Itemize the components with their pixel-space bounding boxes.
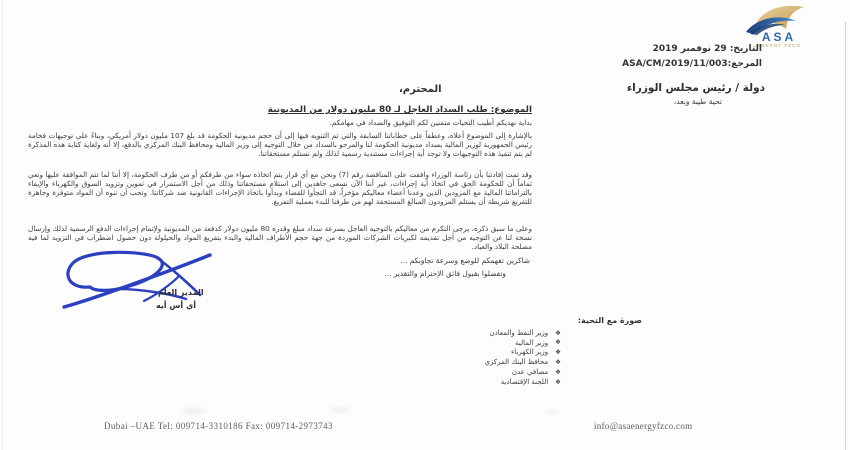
greeting-line: تحية طيبة وبعد، — [673, 97, 722, 106]
recipient-honorific: المحترم، — [399, 84, 442, 95]
asa-energy-logo — [738, 3, 820, 49]
cc-item-label: وزير النفط والمعادن — [489, 328, 549, 337]
cc-item-finance-minister — [484, 338, 561, 348]
diamond-bullet-icon: ❖ — [555, 377, 561, 386]
diamond-bullet-icon: ❖ — [555, 348, 561, 357]
letter-reference: المرجع:2019/11/003/ASA/CM — [622, 59, 762, 69]
cc-item-label: اللجنة الإقتصادية — [500, 377, 549, 386]
cc-heading: صورة مع التحية: — [577, 316, 642, 325]
handwritten-signature — [60, 249, 238, 315]
scan-edge-line-left — [2, 0, 3, 450]
cc-item-electricity-minister — [484, 348, 561, 358]
closing-regards-line: وتفضلوا بقبول فائق الإحترام والتقدير ... — [384, 269, 506, 278]
scan-smudge — [545, 410, 559, 413]
scan-smudge — [330, 408, 350, 412]
footer-address-phone: Dubai –UAE Tel: 009714-3310186 Fax: 009714-2973743 — [104, 421, 333, 431]
footer-email: info@asaenergyfzco.com — [594, 421, 693, 431]
body-paragraph-4: وعلى ما سبق ذكره، يرجى التكرم من معاليكم بالتوجيه العاجل بسرعة سداد مبلغ وقدره 80 مليون دولار كدفعة من المديونية ولإتمام إجراءات الدفع الرسمية لذلك وإرسال نسخة لنا عن التوجيه من أجل تقديمه لكبريات الشركات الموردة من جهة حجم الأطراف المالية والبدء بتفريغ المواد والحيلولة دون حصول اضطراب في التزويد لما فيه مصلحة البلاد والعباد. — [28, 224, 532, 251]
diamond-bullet-icon: ❖ — [555, 358, 561, 367]
signatory-company: أي أس أيه — [156, 301, 197, 310]
logo-swoosh-graphic — [738, 3, 820, 49]
diamond-bullet-icon: ❖ — [555, 338, 561, 347]
subject-line: الموضوع: طلب السداد العاجل لـ 80 مليون دولار من المديونية — [267, 105, 532, 115]
cc-item-label: وزير المالية — [515, 338, 549, 347]
recipient-name: دولة / رئيس مجلس الوزراء — [626, 82, 765, 94]
scan-smudge — [180, 409, 206, 413]
cc-item-label: وزير الكهرباء — [510, 348, 549, 357]
cc-item-aden-refineries — [484, 367, 561, 377]
cc-item-label: مصافي عدن — [511, 368, 549, 377]
logo-energy-fzco-text: ENERGY FZCO — [756, 43, 802, 48]
body-paragraph-3: وقد تمت إفادتنا بأن رئاسة الوزراء وافقت على المناقصة رقم (7) ونحن مع أي قرار يتم اتخاذه سواء من طرفكم أو من طرف الحكومة، إلا أننا لما تتم الموافقة عليها ونعي تماماً أن للحكومة الحق في اتخاذ أية إجراءات، غير أننا الآن نسعى جاهدين إلى استلام مستحقاتنا وذلك من أجل الاستمرار في تموين وتزويد السوق والكهرباء والإيفاء بالتزاماتنا المالية مع المزودين الذين وعدنا أعضاء معاليكم مؤخراً، قد التجأوا للقضاء وبدأوا باتخاذ الإجراءات القانونية ضد شركاتنا. ونحب أن ننوه أن المواد متوفرة وجاهزة للتفريغ شريطة أن يستلم المزودون المبالغ المستحقة لهم من طرفنا للبدء بعملية التفريغ. — [28, 170, 532, 206]
letter-date: التاريخ: 29 نوفمبر 2019 — [652, 44, 762, 54]
signature-ink-icon — [60, 249, 238, 315]
scan-edge-line-right — [845, 22, 846, 450]
signatory-title: المدير العام — [158, 288, 204, 297]
closing-thanks-line: شاكرين تفهمكم للوضع وسرعة تجاوبكم ... — [400, 256, 530, 265]
body-paragraph-1: بداية نهديكم أطيب التحيات متمنين لكم التوفيق والسداد في مهامكم. — [329, 118, 532, 127]
cc-item-oil-minister — [484, 328, 561, 338]
body-paragraph-2: بالإشارة إلى الموضوع أعلاه، وعطفاً على خطاباتنا السابقة والتي تم التنويه فيها إلى أن حجم مديونية الحكومة قد بلغ 107 مليون دولار أمريكي، وبناءً على توجيهات فخامة رئيس الجمهورية لوزير المالية بسداد مديونية الحكومة لنا والمرجو بالسداد من خلال التوجيه إلى وزير المالية ومحافظ البنك المركزي بالدفع، إلا أنه ولغاية كتابة هذه المذكرة لم يتم تنفيذ هذه التوجيهات ولا توجد أية إجراءات مستندية رسمية لذلك ولم نستلم مستحقاتنا. — [28, 131, 532, 158]
cc-item-central-bank-governor — [484, 357, 561, 367]
cc-item-label: محافظ البنك المركزي — [484, 358, 549, 367]
diamond-bullet-icon: ❖ — [555, 367, 561, 376]
cc-list — [484, 328, 561, 387]
diamond-bullet-icon: ❖ — [555, 328, 561, 337]
cc-item-economic-committee — [484, 377, 561, 387]
logo-asa-text: ASA — [761, 30, 797, 44]
